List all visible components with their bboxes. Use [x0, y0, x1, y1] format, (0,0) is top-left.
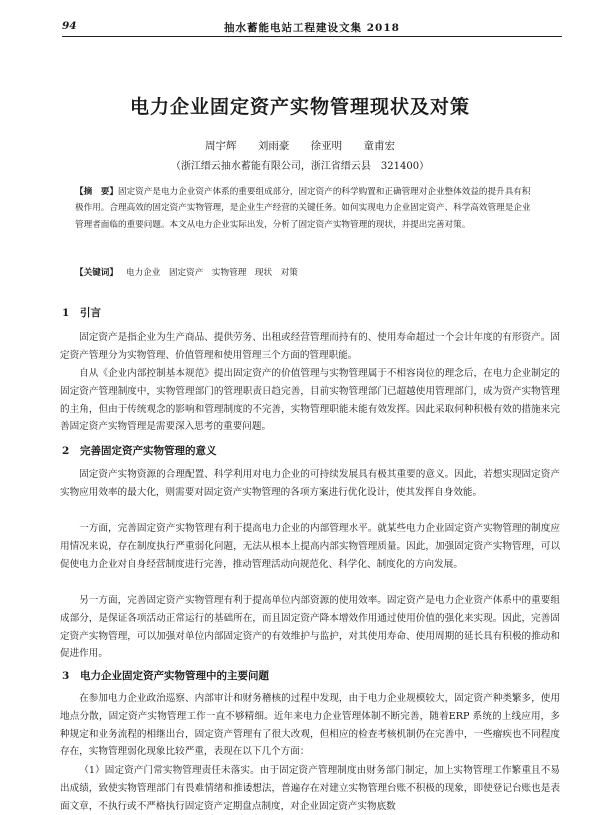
section-heading: [62, 443, 217, 458]
running-header: [62, 18, 562, 37]
page-number: 94: [62, 20, 77, 32]
author-name: 童甫宏: [363, 140, 396, 152]
author-name: 刘雨豪: [257, 140, 290, 152]
author-name: 徐亚明: [310, 140, 343, 152]
paragraph: 自从《企业内部控制基本规范》提出固定资产的价值管理与实物管理属于不相容岗位的理念后，在电力企业制定的固定资产管理制度中，实物管理部门的管理职责日趋完善，目前实物管理部门已超越使用管理部门，成为资产实物管理的主角，但由于传统观念的影响和管理制度的不完善，实物管理职能未能有效发挥。因此采取何种积极有效的措施来完善固定资产实物管理是需要深入思考的重要问题。: [60, 368, 560, 433]
section-heading: [62, 668, 269, 683]
abstract: [75, 184, 538, 233]
keywords-text: 电力企业 固定资产 实物管理 现状 对策: [125, 268, 298, 278]
section-number: 2: [62, 445, 70, 457]
abstract-text: 固定资产是电力企业资产体系的重要组成部分，固定资产的科学购置和正确管理对企业整体效益的提升具有积极作用。合理高效的固定资产实物管理，是企业生产经营的关键任务。如何实现电力企业固定资产、科学高效管理是企业管理者面临的重要问题。本文从电力企业实际出发，分析了固定资产实物管理的现状，并提出完善对策。: [75, 187, 531, 230]
section-title: 完善固定资产实物管理的意义: [80, 445, 217, 457]
affiliation: （浙江缙云抽水蓄能有限公司，浙江省缙云县 321400）: [170, 161, 430, 172]
paragraph: （1）固定资产门常实物管理责任未落实。由于固定资产管理制度由财务部门制定，加上实物管理工作繁重且不易出成绩，致使实物管理部门有畏难情绪和推诿想法，普遍存在对建立实物管理台账不积极的现象，即使登记台账也是表面文章，不执行或不严格执行固定资产定期盘点制度，对企业固定资产实物底数: [60, 765, 560, 812]
journal-title: 抽水蓄能电站工程建设文集 2018: [224, 22, 400, 34]
section-heading: [62, 305, 101, 320]
section-number: 3: [62, 670, 70, 682]
keywords: [75, 266, 538, 278]
author-list: [0, 138, 600, 153]
abstract-label: 【摘 要】: [75, 187, 118, 197]
paragraph: 在参加电力企业政治巡察、内部审计和财务稽核的过程中发现，由于电力企业规模较大，固定资产种类繁多，使用地点分散，固定资产实物管理工作一直不够精细。近年来电力企业管理体制不断完善，随着ERP 系统的上线应用，多种规定和业务流程的相继出台，固定资产管理有了很大改观，但相应的检查考核机制仍在完善中，一些瘤疾也不同程度存在，实物管理弱化现象比较严重，表现在以下几个方面：: [60, 693, 560, 758]
paragraph: 固定资产实物资源的合理配置、科学利用对电力企业的可持续发展具有极其重要的意义。因此，若想实现固定资产实物应用效率的最大化，则需要对固定资产实物管理的各项方案进行优化设计，使其发挥自身效能。: [60, 469, 560, 498]
paragraph: 另一方面，完善固定资产实物管理有利于提高单位内部资源的使用效率。固定资产是电力企业资产体系中的重要组成部分，是保证各项活动正常运行的基础所在，而且固定资产降本增效作用通过使用价值的强化来实现。因此，完善固定资产实物管理，可以加强对单位内部固定资产的有效维护与监护，对其使用寿命、使用周期的延长具有积极的推动和促进作用。: [60, 595, 560, 660]
article-title: 电力企业固定资产实物管理现状及对策: [129, 96, 470, 118]
section-title: 引言: [80, 307, 101, 319]
paragraph: 一方面，完善固定资产实物管理有利于提高电力企业的内部管理水平。就某些电力企业固定资产实物管理的制度应用情况来说，存在制度执行严重弱化问题，无法从根本上提高内部实物管理质量。因此，加强固定资产实物管理，可以促使电力企业对自身经营制度进行完善，推动管理活动向规范化、科学化、制度化的方向发展。: [60, 523, 560, 570]
paragraph: 固定资产是指企业为生产商品、提供劳务、出租或经营管理而持有的、使用寿命超过一个会计年度的有形资产。固定资产管理分为实物管理、价值管理和使用管理三个方面的管理职能。: [60, 332, 560, 361]
keywords-label: 【关键词】: [75, 268, 118, 278]
section-number: 1: [62, 307, 70, 319]
section-title: 电力企业固定资产实物管理中的主要问题: [80, 670, 269, 682]
author-name: 周宇辉: [204, 140, 237, 152]
